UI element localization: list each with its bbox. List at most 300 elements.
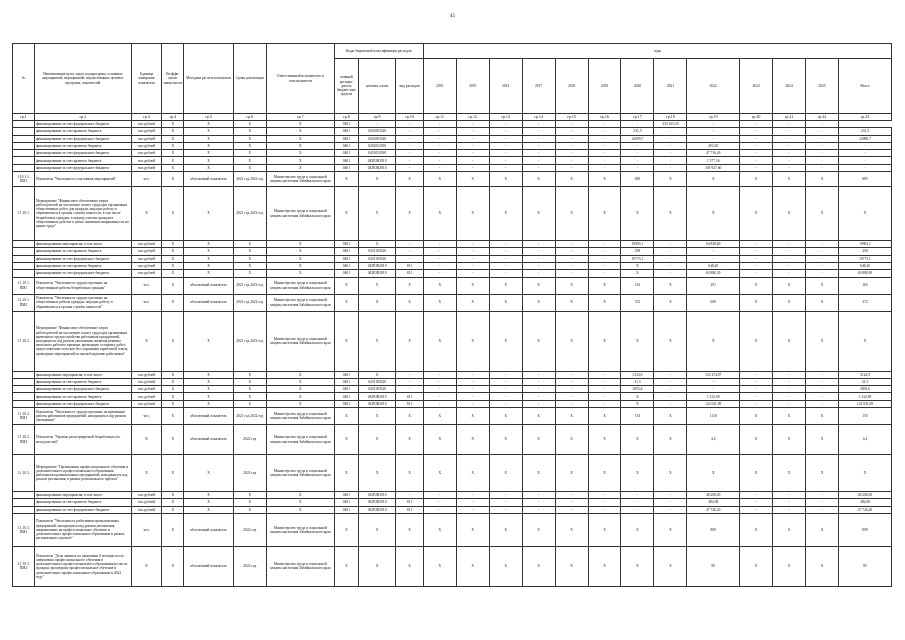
table-cell: X (621, 546, 654, 586)
table-cell: X (456, 311, 489, 371)
table-cell: 47 716,26 (687, 150, 740, 157)
table-cell: чел. (131, 294, 162, 311)
table-cell: X (456, 455, 489, 492)
table-cell: 2021 год 2022 год (233, 172, 266, 187)
row-name: Показатель "Численность трудоустроенных на общественные работы безработных граждан" (34, 277, 131, 294)
table-cell: 372 (621, 294, 654, 311)
table-cell: X (358, 371, 395, 378)
table-cell: - (522, 492, 555, 499)
table-cell: 0431183520 (358, 248, 395, 255)
indicator-row (13, 408, 892, 425)
table-cell: X (334, 277, 358, 294)
table-cell: - (740, 499, 773, 506)
table-cell: - (806, 128, 839, 135)
financing-row (13, 506, 892, 513)
table-cell: X (806, 455, 839, 492)
table-cell: 3124,9 (621, 371, 654, 378)
table-cell: X (334, 311, 358, 371)
table-cell: X (162, 262, 184, 269)
table-cell: чел. (131, 408, 162, 425)
row-code (13, 492, 35, 499)
table-cell: X (233, 255, 266, 262)
table-cell: X (423, 546, 456, 586)
table-cell: X (358, 187, 395, 241)
financing-row (13, 386, 892, 393)
table-cell: 043P2R2910 (358, 164, 395, 171)
table-cell: - (773, 506, 806, 513)
table-cell: X (555, 172, 588, 187)
table-cell: X (184, 270, 233, 277)
table-cell: тыс.рублей (131, 128, 162, 135)
table-cell: - (423, 492, 456, 499)
table-cell: X (621, 400, 654, 407)
column-number: гр.9 (358, 114, 395, 121)
table-cell: X (184, 311, 233, 371)
table-cell: - (838, 142, 891, 149)
row-name: финансирование за счет федерального бюджета (34, 255, 131, 262)
table-cell: X (233, 378, 266, 385)
table-cell: чел. (131, 172, 162, 187)
table-cell: тыс.рублей (131, 150, 162, 157)
table-cell: X (555, 425, 588, 455)
table-cell: 2022 год (233, 546, 266, 586)
table-cell: X (358, 172, 395, 187)
financing-row (13, 128, 892, 135)
financing-row (13, 121, 892, 128)
table-cell: - (456, 506, 489, 513)
row-name: Мероприятие "Финансовое обеспечение затрат работодателей на частичную оплату труда при организации временного трудоустройства работников предприятий, находящихся под риском увольнения, включая режимы неполного рабочего времени, временную остановку работ, предоставление отпусков без сохранения заработной платы, проведение мероприятий по высвобождению работников" (34, 311, 131, 371)
table-cell: - (773, 157, 806, 164)
table-cell: X (162, 492, 184, 499)
table-cell: 1 232,98 (687, 393, 740, 400)
table-cell: X (184, 371, 233, 378)
table-cell: X (773, 187, 806, 241)
table-cell: X (233, 248, 266, 255)
table-cell: X (184, 386, 233, 393)
table-cell: - (456, 121, 489, 128)
table-cell: X (423, 455, 456, 492)
table-cell: - (555, 164, 588, 171)
table-cell: - (740, 142, 773, 149)
table-cell: X (806, 277, 839, 294)
table-cell: 0401 (334, 262, 358, 269)
table-cell: X (266, 135, 334, 142)
table-cell: X (266, 150, 334, 157)
table-cell: Министерство труда и социальной защиты населения Забайкальского края (266, 425, 334, 455)
row-code: 1.1.10.3. (13, 455, 35, 492)
table-cell: 2021 год 2022 год (233, 187, 266, 241)
table-cell: 685 (838, 172, 891, 187)
table-cell: 105 927,60 (687, 164, 740, 171)
table-cell: абсолютный показатель (184, 425, 233, 455)
table-cell: - (806, 142, 839, 149)
table-cell: Министерство труда и социальной защиты населения Забайкальского края (266, 294, 334, 311)
table-cell: - (740, 371, 773, 378)
table-cell: - (654, 142, 687, 149)
header-name: Наименование цели, задач, подпрограмм, основных мероприятий, мероприятий, ведомственных целевых программ, показателей (34, 44, 131, 114)
table-cell: 2021 год 2022 год (233, 311, 266, 371)
table-cell: X (740, 408, 773, 425)
row-code (13, 248, 35, 255)
header-method: Методика расчета показателя (184, 44, 233, 114)
table-cell: - (740, 270, 773, 277)
column-number: гр.11 (423, 114, 456, 121)
table-cell: X (555, 311, 588, 371)
table-cell: 043P2R2910 (358, 400, 395, 407)
table-cell: 809 (838, 513, 891, 546)
table-cell: X (162, 386, 184, 393)
row-code (13, 128, 35, 135)
table-cell: 043P2R2910 (358, 393, 395, 400)
row-name: финансирование за счет федерального бюджета (34, 400, 131, 407)
header-year: 2024 (773, 59, 806, 114)
table-cell: 47 726,20 (838, 506, 891, 513)
table-cell: X (396, 408, 423, 425)
table-cell: - (806, 371, 839, 378)
column-number: гр.1 (13, 114, 35, 121)
table-cell: X (654, 425, 687, 455)
table-cell: Министерство труда и социальной защиты населения Забайкальского края (266, 172, 334, 187)
table-cell: - (838, 157, 891, 164)
table-cell: - (806, 492, 839, 499)
table-cell: X (358, 241, 395, 248)
table-cell: - (423, 128, 456, 135)
table-cell: - (740, 241, 773, 248)
row-name: финансирование за счет краевого бюджета (34, 378, 131, 385)
column-number: гр.3 (131, 114, 162, 121)
table-cell: - (423, 499, 456, 506)
table-cell: X (334, 513, 358, 546)
measure-row (13, 187, 892, 241)
table-cell: - (687, 378, 740, 385)
table-cell: - (773, 378, 806, 385)
table-cell: 122 041,09 (687, 400, 740, 407)
header-total: Итого (838, 59, 891, 114)
table-cell: - (806, 248, 839, 255)
table-cell: - (396, 386, 423, 393)
table-cell: - (396, 371, 423, 378)
table-cell: X (740, 277, 773, 294)
table-cell: - (806, 506, 839, 513)
row-name: Показатель "Численность трудоустроенных на временные работы работников предприятий, находящихся под риском увольнения" (34, 408, 131, 425)
table-cell: 231,5 (838, 128, 891, 135)
table-cell: - (773, 386, 806, 393)
table-cell: X (184, 128, 233, 135)
table-cell: X (588, 187, 621, 241)
table-cell: тыс.рублей (131, 255, 162, 262)
table-cell: - (588, 371, 621, 378)
table-cell: 163 (838, 277, 891, 294)
table-cell: - (555, 270, 588, 277)
table-cell: X (162, 121, 184, 128)
table-cell: - (773, 164, 806, 171)
table-cell: 233 165,20 (654, 121, 687, 128)
table-cell: 811 (396, 262, 423, 269)
table-cell: X (456, 425, 489, 455)
table-cell: - (423, 400, 456, 407)
table-cell: X (489, 187, 522, 241)
table-cell: X (184, 121, 233, 128)
table-cell: 043P2R2910 (358, 157, 395, 164)
table-cell: X (687, 172, 740, 187)
table-cell: 2022 год (233, 455, 266, 492)
column-number: гр.12 (456, 114, 489, 121)
table-cell: X (555, 277, 588, 294)
table-cell: 153 (621, 408, 654, 425)
row-name: финансирование за счет федерального бюджета (34, 121, 131, 128)
table-cell: 2021 год 2022 год (233, 277, 266, 294)
table-cell: X (162, 157, 184, 164)
table-cell: X (396, 455, 423, 492)
table-cell: - (654, 393, 687, 400)
header-year: 2018 (423, 59, 456, 114)
table-cell: - (588, 386, 621, 393)
table-cell: X (456, 546, 489, 586)
table-cell: - (489, 128, 522, 135)
table-cell: - (740, 128, 773, 135)
row-name: финансирование за счет краевого бюджета (34, 262, 131, 269)
table-cell: 0401 (334, 142, 358, 149)
table-cell: тыс.рублей (131, 400, 162, 407)
row-name: Показатель "Численность трудоустроенных на общественные работы граждан, ищущих работу и обратившихся в органы службы занятости" (34, 294, 131, 311)
table-cell: X (184, 506, 233, 513)
measure-row (13, 311, 892, 371)
table-cell: X (162, 277, 184, 294)
table-cell: - (555, 157, 588, 164)
table-cell: тыс.рублей (131, 135, 162, 142)
row-code (13, 371, 35, 378)
row-code: 1.1.10.2. (13, 311, 35, 371)
row-code: 1.1.10.1. ПМ2 (13, 294, 35, 311)
row-name: финансирование за счет федерального бюджета (34, 135, 131, 142)
table-cell: - (423, 506, 456, 513)
table-cell: - (456, 400, 489, 407)
table-cell: - (423, 371, 456, 378)
table-cell: 0401 (334, 248, 358, 255)
table-cell: - (654, 371, 687, 378)
header-year: 2017 (522, 59, 555, 114)
table-cell: - (489, 150, 522, 157)
table-cell: - (740, 121, 773, 128)
table-cell: X (184, 157, 233, 164)
table-cell: 0401 (334, 135, 358, 142)
table-cell: Министерство труда и социальной защиты населения Забайкальского края (266, 311, 334, 371)
table-cell: X (773, 277, 806, 294)
table-cell: - (555, 142, 588, 149)
table-cell: X (358, 408, 395, 425)
row-name: Показатель "Уровень регистрируемой безработицы (по методологии)" (34, 425, 131, 455)
table-cell: - (806, 121, 839, 128)
column-number: гр.2 (34, 114, 131, 121)
table-cell: - (423, 142, 456, 149)
table-cell: X (555, 455, 588, 492)
table-cell: 648,20 (838, 262, 891, 269)
financing-row (13, 135, 892, 142)
table-cell: - (588, 400, 621, 407)
row-code (13, 135, 35, 142)
column-number: гр.22 (806, 114, 839, 121)
table-cell: X (162, 164, 184, 171)
table-cell: X (184, 187, 233, 241)
table-cell: - (687, 128, 740, 135)
table-cell: 685 (621, 172, 654, 187)
table-cell: 0431052910 (358, 150, 395, 157)
table-cell: 231,5 (621, 128, 654, 135)
table-cell: - (456, 128, 489, 135)
table-cell: - (522, 121, 555, 128)
table-cell: X (773, 513, 806, 546)
row-code: 1.1.10.3. ПМ1 (13, 513, 35, 546)
financing-row (13, 393, 892, 400)
table-cell: 0431083520 (358, 128, 395, 135)
table-cell: 0431083520 (358, 135, 395, 142)
table-cell: 0401 (334, 386, 358, 393)
row-name: финансирование за счет краевого бюджета (34, 393, 131, 400)
table-cell: - (456, 262, 489, 269)
table-cell: X (773, 546, 806, 586)
table-cell: - (489, 499, 522, 506)
table-cell: X (773, 311, 806, 371)
table-cell: - (489, 393, 522, 400)
table-cell: 043P2R2910 (358, 270, 395, 277)
table-cell: - (687, 248, 740, 255)
row-name: финансирование мероприятия, в том числе: (34, 241, 131, 248)
table-cell: - (456, 164, 489, 171)
table-cell: X (423, 277, 456, 294)
table-cell: X (740, 311, 773, 371)
table-cell: - (423, 262, 456, 269)
table-cell: - (456, 270, 489, 277)
table-cell: X (555, 294, 588, 311)
table-cell: X (588, 425, 621, 455)
row-name: финансирование за счет федерального бюджета (34, 164, 131, 171)
table-cell: - (654, 150, 687, 157)
table-cell: X (522, 311, 555, 371)
table-cell: X (266, 400, 334, 407)
table-cell: X (654, 546, 687, 586)
table-cell: X (806, 187, 839, 241)
table-cell: - (588, 241, 621, 248)
table-cell: - (423, 378, 456, 385)
table-cell: X (522, 546, 555, 586)
indicator-row (13, 425, 892, 455)
table-cell: - (621, 499, 654, 506)
table-cell: - (456, 135, 489, 142)
table-cell: X (162, 506, 184, 513)
table-cell: 0401 (334, 150, 358, 157)
table-cell: тыс.рублей (131, 241, 162, 248)
table-cell: X (423, 425, 456, 455)
table-cell: - (773, 255, 806, 262)
table-cell: X (522, 172, 555, 187)
table-cell: - (588, 393, 621, 400)
table-cell: X (588, 513, 621, 546)
table-cell: - (358, 121, 395, 128)
table-cell: - (740, 378, 773, 385)
table-cell: X (654, 294, 687, 311)
table-cell: Министерство труда и социальной защиты населения Забайкальского края (266, 455, 334, 492)
table-cell: X (456, 294, 489, 311)
table-cell: - (740, 506, 773, 513)
table-cell: X (423, 187, 456, 241)
table-cell: X (233, 371, 266, 378)
table-cell: X (162, 455, 184, 492)
table-cell: - (555, 499, 588, 506)
table-cell: - (621, 157, 654, 164)
table-cell: X (266, 157, 334, 164)
table-cell: X (131, 187, 162, 241)
table-cell: 482,08 (838, 499, 891, 506)
header-year: 2018 (555, 59, 588, 114)
table-cell: абсолютный показатель (184, 408, 233, 425)
table-cell: X (266, 255, 334, 262)
table-cell: - (773, 262, 806, 269)
table-cell: X (233, 164, 266, 171)
table-cell: X (233, 150, 266, 157)
header-code: главный распоря-дитель бюджет-ных средств (334, 59, 358, 114)
table-cell: X (184, 164, 233, 171)
table-cell: - (740, 157, 773, 164)
table-cell: X (184, 262, 233, 269)
table-cell: - (740, 164, 773, 171)
table-cell: 811 (396, 270, 423, 277)
page-number: 45 (450, 14, 455, 19)
table-cell: - (456, 371, 489, 378)
financing-row (13, 492, 892, 499)
header-unit: Единица измерения показателя (131, 44, 162, 114)
table-cell: - (687, 386, 740, 393)
table-cell: - (423, 248, 456, 255)
table-cell: - (522, 164, 555, 171)
table-cell: - (522, 378, 555, 385)
table-cell: - (489, 386, 522, 393)
table-cell: - (522, 371, 555, 378)
table-cell: - (654, 386, 687, 393)
table-cell: X (358, 425, 395, 455)
table-cell: - (654, 506, 687, 513)
program-table (12, 43, 892, 587)
table-cell: - (396, 241, 423, 248)
table-cell: - (555, 241, 588, 248)
table-cell: X (184, 150, 233, 157)
table-cell: - (522, 270, 555, 277)
row-code (13, 241, 35, 248)
table-cell: тыс.рублей (131, 142, 162, 149)
table-cell: X (838, 187, 891, 241)
table-cell: X (334, 455, 358, 492)
header-years: годы (423, 44, 891, 59)
table-cell: - (456, 386, 489, 393)
table-cell: X (806, 546, 839, 586)
table-cell: X (266, 386, 334, 393)
table-cell: X (396, 513, 423, 546)
table-cell: X (396, 277, 423, 294)
table-cell: - (588, 157, 621, 164)
table-cell: X (266, 393, 334, 400)
table-cell: - (806, 270, 839, 277)
table-cell: - (489, 400, 522, 407)
table-cell: 0401 (334, 378, 358, 385)
table-cell: X (456, 277, 489, 294)
table-cell: X (423, 294, 456, 311)
table-cell: 1110 (687, 408, 740, 425)
table-cell: X (456, 172, 489, 187)
table-cell: X (654, 455, 687, 492)
table-cell: - (456, 393, 489, 400)
row-code: 1.1.10.3. ПМ2 (13, 546, 35, 586)
table-cell: 3124,9 (838, 371, 891, 378)
financing-row (13, 157, 892, 164)
